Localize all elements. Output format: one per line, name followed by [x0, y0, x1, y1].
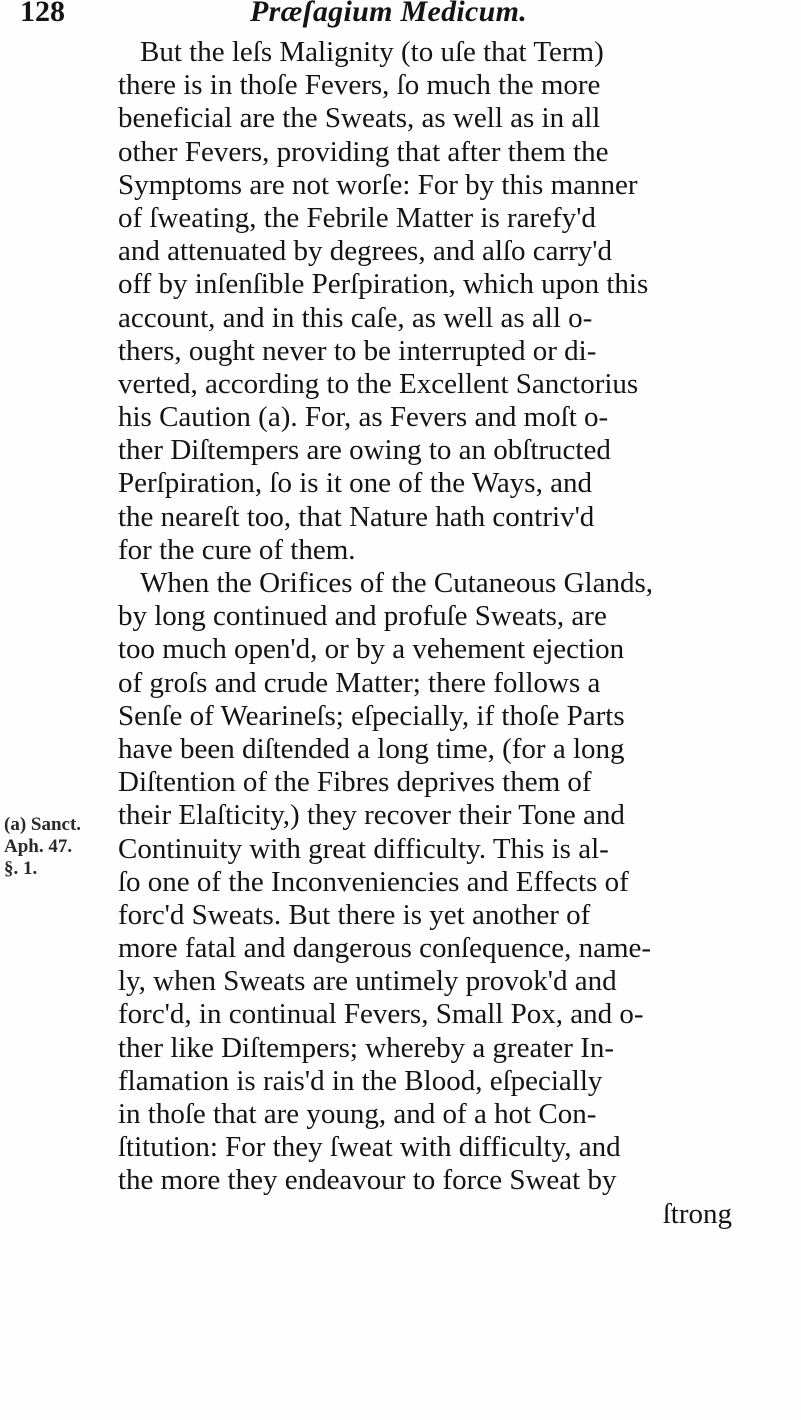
text-line: forc'd, in continual Fevers, Small Pox, and o-	[118, 998, 644, 1031]
text-line: Perſpiration, ſo is it one of the Ways, and	[118, 467, 592, 500]
text-line: off by inſenſible Perſpiration, which upon this	[118, 268, 649, 301]
text-line: of groſs and crude Matter; there follows a	[118, 666, 601, 699]
text-line: beneficial are the Sweats, as well as in all	[118, 102, 601, 135]
page-number: 128	[20, 0, 65, 28]
text-line: for the cure of them.	[118, 533, 356, 566]
text-line: account, and in this caſe, as well as all o-	[118, 301, 593, 334]
text-line: by long continued and profuſe Sweats, are	[118, 600, 607, 633]
text-line: in thoſe that are young, and of a hot Con-	[118, 1098, 597, 1130]
text-line: But the leſs Malignity (to uſe that Term)	[140, 36, 604, 68]
text-line: Senſe of Wearineſs; eſpecially, if thoſe Parts	[118, 699, 625, 732]
text-line: other Fevers, providing that after them the	[118, 135, 609, 168]
text-line: and attenuated by degrees, and alſo carry'd	[118, 235, 612, 268]
text-line: ſo one of the Inconveniencies and Effects of	[118, 865, 629, 898]
margin-note-line: Aph. 47.	[4, 836, 73, 857]
text-line: have been diſtended a long time, (for a long	[118, 732, 625, 765]
text-line: Symptoms are not worſe: For by this manner	[118, 168, 638, 201]
text-line: too much open'd, or by a vehement ejection	[118, 633, 625, 666]
text-line: thers, ought never to be interrupted or di-	[118, 334, 597, 367]
text-line: Diſtention of the Fibres deprives them of	[118, 766, 592, 799]
text-line: more fatal and dangerous conſequence, name-	[118, 932, 652, 965]
text-line: ſtitution: For they ſweat with difficulty, and	[118, 1131, 621, 1164]
catchword: ſtrong	[662, 1197, 732, 1230]
text-line: the more they endeavour to force Sweat by	[118, 1164, 617, 1197]
text-line: forc'd Sweats. But there is yet another of	[118, 898, 591, 931]
text-line: of ſweating, the Febrile Matter is rarefy'd	[118, 201, 596, 234]
text-line: their Elaſticity,) they recover their Tone and	[118, 799, 625, 832]
text-line: verted, according to the Excellent Sanctorius	[118, 367, 639, 400]
body-text	[118, 36, 796, 1231]
text-line: ly, when Sweats are untimely provok'd and	[118, 965, 617, 998]
margin-reference-note	[4, 814, 81, 880]
running-head: Præſagium Medicum.	[250, 0, 528, 28]
margin-note-line: §. 1.	[4, 858, 38, 879]
text-line: ther like Diſtempers; whereby a greater In-	[118, 1031, 615, 1064]
text-line: the neareſt too, that Nature hath contriv'd	[118, 500, 595, 533]
text-line: there is in thoſe Fevers, ſo much the more	[118, 69, 601, 102]
text-line: ther Diſtempers are owing to an obſtructed	[118, 434, 611, 467]
page-header	[20, 0, 800, 28]
text-line: When the Orifices of the Cutaneous Glands,	[140, 567, 653, 599]
text-line: Continuity with great difficulty. This is al-	[118, 832, 609, 865]
text-line: flamation is rais'd in the Blood, eſpecially	[118, 1064, 603, 1097]
text-line: his Caution (a). For, as Fevers and moſt o-	[118, 401, 609, 434]
margin-note-line: (a) Sanct.	[4, 814, 82, 835]
